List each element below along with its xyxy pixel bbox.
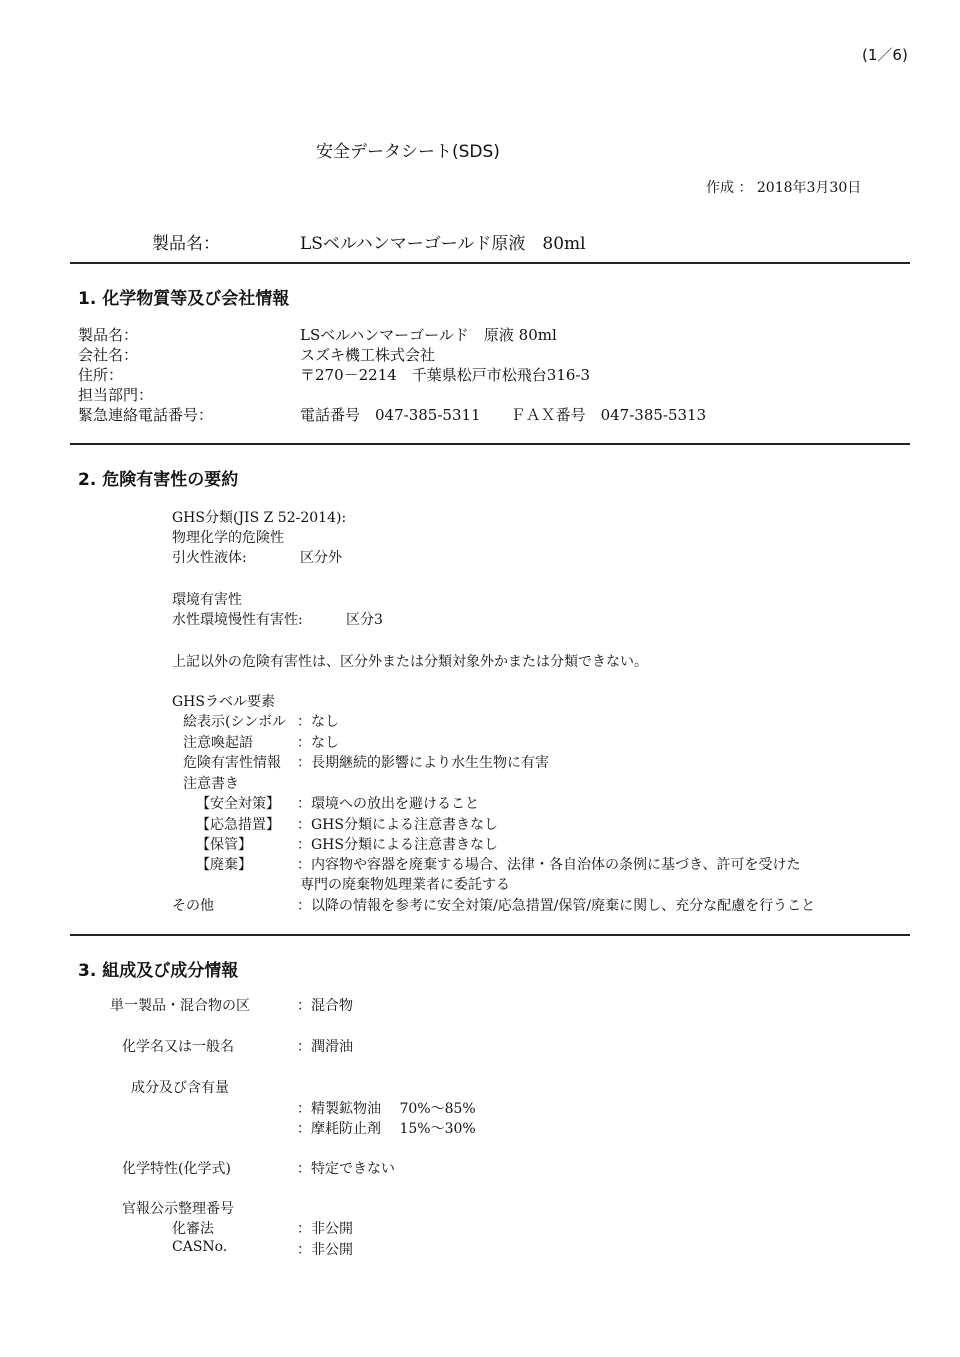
comp-line-2: ：摩耗防止剤 15%～30% [297, 1121, 476, 1137]
section1-heading: 1. 化学物質等及び会社情報 [78, 289, 290, 309]
ghs-class: GHS分類(JIS Z 52-2014): [172, 510, 347, 526]
env-title: 環境有害性 [172, 592, 242, 608]
product-header-value: LSベルハンマーゴールド原液 80ml [300, 234, 586, 254]
kashin-value: ：非公開 [297, 1221, 353, 1237]
safety-value: ：環境への放出を避けること [297, 796, 479, 812]
page-number: (1／6) [862, 46, 908, 64]
product-header-label: 製品名： [152, 234, 220, 254]
precaution-title: 注意書き [183, 776, 239, 792]
flammable-value: 区分外 [300, 550, 342, 566]
other-value: ：以降の情報を参考に安全対策/応急措置/保管/廃棄に関し、充分な配慮を行うこと [297, 898, 816, 914]
storage-label: 【保管】 [196, 837, 252, 853]
document-title: 安全データシート(SDS) [316, 142, 500, 162]
other-label: その他 [172, 898, 214, 914]
other-note: 上記以外の危険有害性は、区分外または分類対象外かまたは分類できない。 [172, 654, 648, 670]
s1-label-address: 住所： [78, 366, 124, 384]
divider [70, 443, 910, 445]
section2-heading: 2. 危険有害性の要約 [78, 470, 239, 490]
signal-label: 注意喚起語 [183, 735, 253, 751]
disposal-value-1: ：内容物や容器を廃棄する場合、法律・各自治体の条例に基づき、許可を受けた [297, 857, 801, 873]
formula-label: 化学特性(化学式) [122, 1161, 231, 1177]
s1-label-emergency: 緊急連絡電話番号： [78, 406, 214, 424]
pictogram-value: ：なし [297, 714, 339, 730]
label-title: GHSラベル要素 [172, 694, 275, 710]
s1-value-product: LSベルハンマーゴールド 原液 80ml [300, 326, 557, 344]
single-label: 単一製品・混合物の区 [110, 998, 250, 1014]
divider [70, 262, 910, 264]
disposal-label: 【廃棄】 [196, 857, 252, 873]
created-date: 作成 ： 2018年3月30日 [706, 180, 862, 196]
disposal-value-2: 専門の廃棄物処理業者に委託する [300, 877, 510, 893]
response-value: ：GHS分類による注意書きなし [297, 817, 498, 833]
kashin-label: 化審法 [172, 1221, 214, 1237]
comp-line-1: ：精製鉱物油 70%～85% [297, 1101, 476, 1117]
gazette-label: 官報公示整理番号 [122, 1201, 234, 1217]
s1-value-company: スズキ機工株式会社 [300, 346, 436, 364]
storage-value: ：GHS分類による注意書きなし [297, 837, 498, 853]
cas-label: CASNo. [172, 1239, 228, 1255]
s1-value-emergency: 電話番号 047-385-5311 ＦＡＸ番号 047-385-5313 [300, 406, 707, 424]
aquatic-value: 区分3 [346, 612, 383, 628]
s1-label-department: 担当部門： [78, 386, 154, 404]
flammable-label: 引火性液体: [172, 550, 247, 566]
s1-label-company: 会社名： [78, 346, 139, 364]
hazard-value: ：長期継続的影響により水生生物に有害 [297, 755, 549, 771]
s1-label-product: 製品名： [78, 326, 139, 344]
phys-title: 物理化学的危険性 [172, 530, 284, 546]
comp-label: 成分及び含有量 [131, 1080, 229, 1096]
s1-value-address: 〒270－2214 千葉県松戸市松飛台316-3 [300, 366, 591, 384]
formula-value: ：特定できない [297, 1161, 395, 1177]
response-label: 【応急措置】 [196, 817, 280, 833]
pictogram-label: 絵表示(シンボル [183, 714, 287, 730]
hazard-label: 危険有害性情報 [183, 755, 281, 771]
section3-heading: 3. 組成及び成分情報 [78, 961, 239, 981]
chem-label: 化学名又は一般名 [122, 1039, 234, 1055]
safety-label: 【安全対策】 [196, 796, 280, 812]
cas-value: ：非公開 [297, 1242, 353, 1258]
divider [70, 934, 910, 936]
chem-value: ：潤滑油 [297, 1039, 353, 1055]
signal-value: ：なし [297, 735, 339, 751]
aquatic-label: 水性環境慢性有害性: [172, 612, 303, 628]
single-value: ：混合物 [297, 998, 353, 1014]
